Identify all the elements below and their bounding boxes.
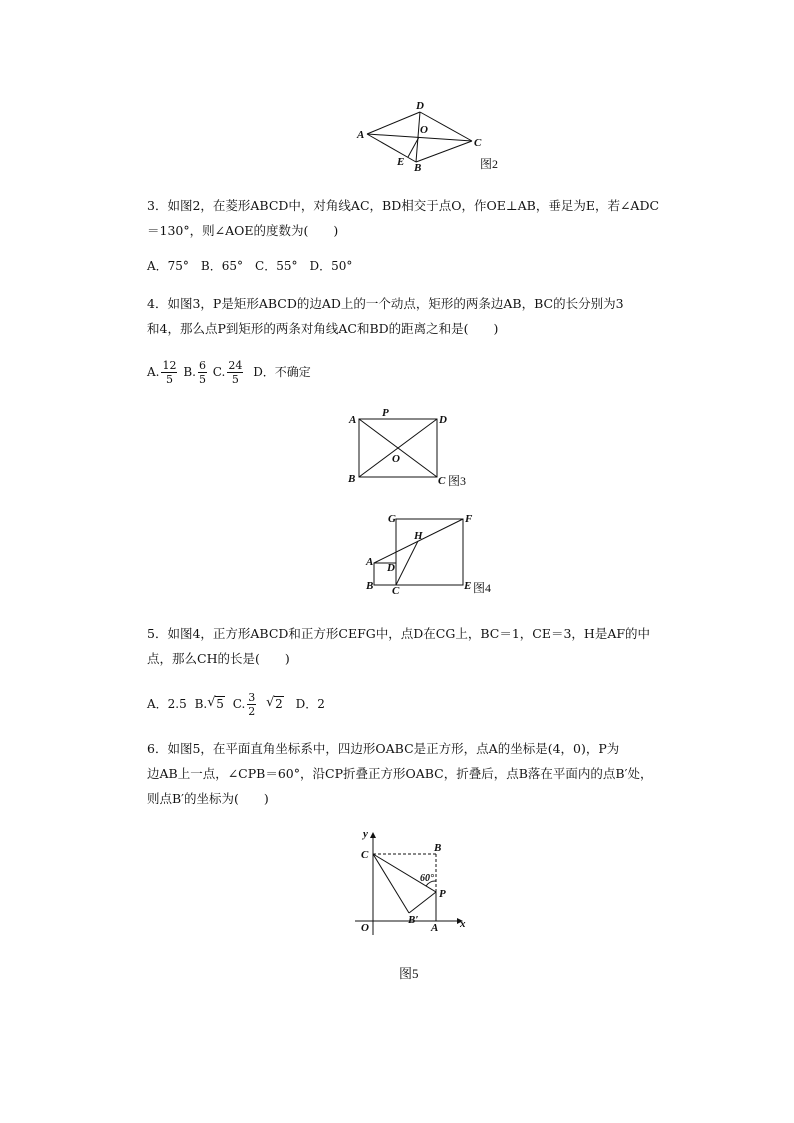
fig2-label-A: A [357,129,365,141]
fig3-label-B: B [348,473,356,485]
fig2-label-C: C [474,137,482,149]
q4-c-numerator: 24 [228,359,243,372]
fig5-label-A: A [431,922,439,934]
figure-4-squares [360,508,510,598]
fig4-label-C: C [392,585,400,597]
q4-options [147,357,311,387]
fig2-label-D: D [416,100,424,112]
q5-option-c-fraction [247,691,256,718]
q5-options [147,689,325,719]
fig5-label-angle: 60° [420,873,434,884]
fig2-caption: 图2 [480,157,499,171]
fig5-label-B: B [434,842,442,854]
fig4-label-B: B [366,580,374,592]
q4-option-b-fraction [198,359,207,386]
q5-line-1: 5．如图4，正方形ABCD和正方形CEFG中，点D在CG上，BC＝1，CE＝3，H是AF的中 [147,626,651,641]
q5-option-b-label: B. [194,697,208,711]
q6-line-3: 则点B′的坐标为( ) [147,791,269,806]
q4-option-a-label: A. [147,365,160,379]
q5-option-c-sqrt: √ 2 [266,695,283,711]
fig2-label-B: B [414,162,422,174]
fig4-label-A: A [366,556,374,568]
q4-option-c-label: C. [212,365,226,379]
q4-c-denominator: 5 [231,373,239,386]
q3-line-1: 3．如图2，在菱形ABCD中，对角线AC，BD相交于点O，作OE⊥AB，垂足为E，若∠ADC [147,198,660,213]
q5-option-b-sqrt: √ 5 [207,695,224,711]
q4-line-1: 4．如图3，P是矩形ABCD的边AD上的一个动点，矩形的两条边AB，BC的长分别为3 [147,296,624,311]
q4-a-denominator: 5 [165,373,173,386]
fig3-label-D: D [439,414,447,426]
fig2-label-E: E [397,156,405,168]
fig4-label-F: F [465,513,473,525]
fig5-label-O: O [361,922,369,934]
fig4-caption: 图4 [473,581,492,595]
figure-3-rectangle [340,405,490,490]
q4-option-b-label: B. [183,365,196,379]
fig4-label-G: G [388,513,396,525]
q4-b-numerator: 6 [198,359,206,372]
q6-line-2: 边AB上一点，∠CPB＝60°，沿CP折叠正方形OABC，折叠后，点B落在平面内的点B′处， [147,766,653,781]
fig5-label-x: x [460,918,466,930]
q5-c-numerator: 3 [248,691,256,704]
q3-line-2: ＝130°，则∠AOE的度数为( ) [147,223,339,238]
fig3-label-O: O [392,453,400,465]
q5-option-a: A．2.5 [147,697,187,711]
q4-option-d: D．不确定 [253,365,311,379]
q4-option-a-fraction [161,359,177,386]
q4-b-denominator: 5 [198,373,206,386]
fig5-label-y: y [363,828,368,840]
q5-b-radicand: 5 [216,697,224,711]
figure-5-coordinate-plane [350,825,480,985]
fig4-label-D: D [387,562,395,574]
q5-option-c-label: C. [232,697,246,711]
fig4-label-H: H [414,530,423,542]
q6-line-1: 6．如图5，在平面直角坐标系中，四边形OABC是正方形，点A的坐标是(4，0)，P为 [147,741,620,756]
fig3-caption: 图3 [448,474,467,488]
fig3-label-A: A [349,414,357,426]
q5-line-2: 点，那么CH的长是( ) [147,651,290,666]
fig5-caption: 图5 [399,966,419,981]
q5-c-denominator: 2 [248,705,256,718]
fig5-label-C: C [361,849,369,861]
fig4-label-E: E [464,580,472,592]
fig3-label-C: C [438,475,446,487]
fig5-label-Bp: B′ [408,914,419,926]
fig2-label-O: O [420,124,428,136]
figure-2-rhombus [340,95,520,180]
q5-c-radicand: 2 [275,697,283,711]
q4-a-numerator: 12 [162,359,177,372]
q4-line-2: 和4，那么点P到矩形的两条对角线AC和BD的距离之和是( ) [147,321,499,336]
q4-option-c-fraction [227,359,243,386]
q3-options: A．75° B．65° C．55° D．50° [147,259,353,273]
fig3-label-P: P [382,407,389,419]
q5-option-d: D．2 [295,697,325,711]
fig5-label-P: P [439,888,446,900]
